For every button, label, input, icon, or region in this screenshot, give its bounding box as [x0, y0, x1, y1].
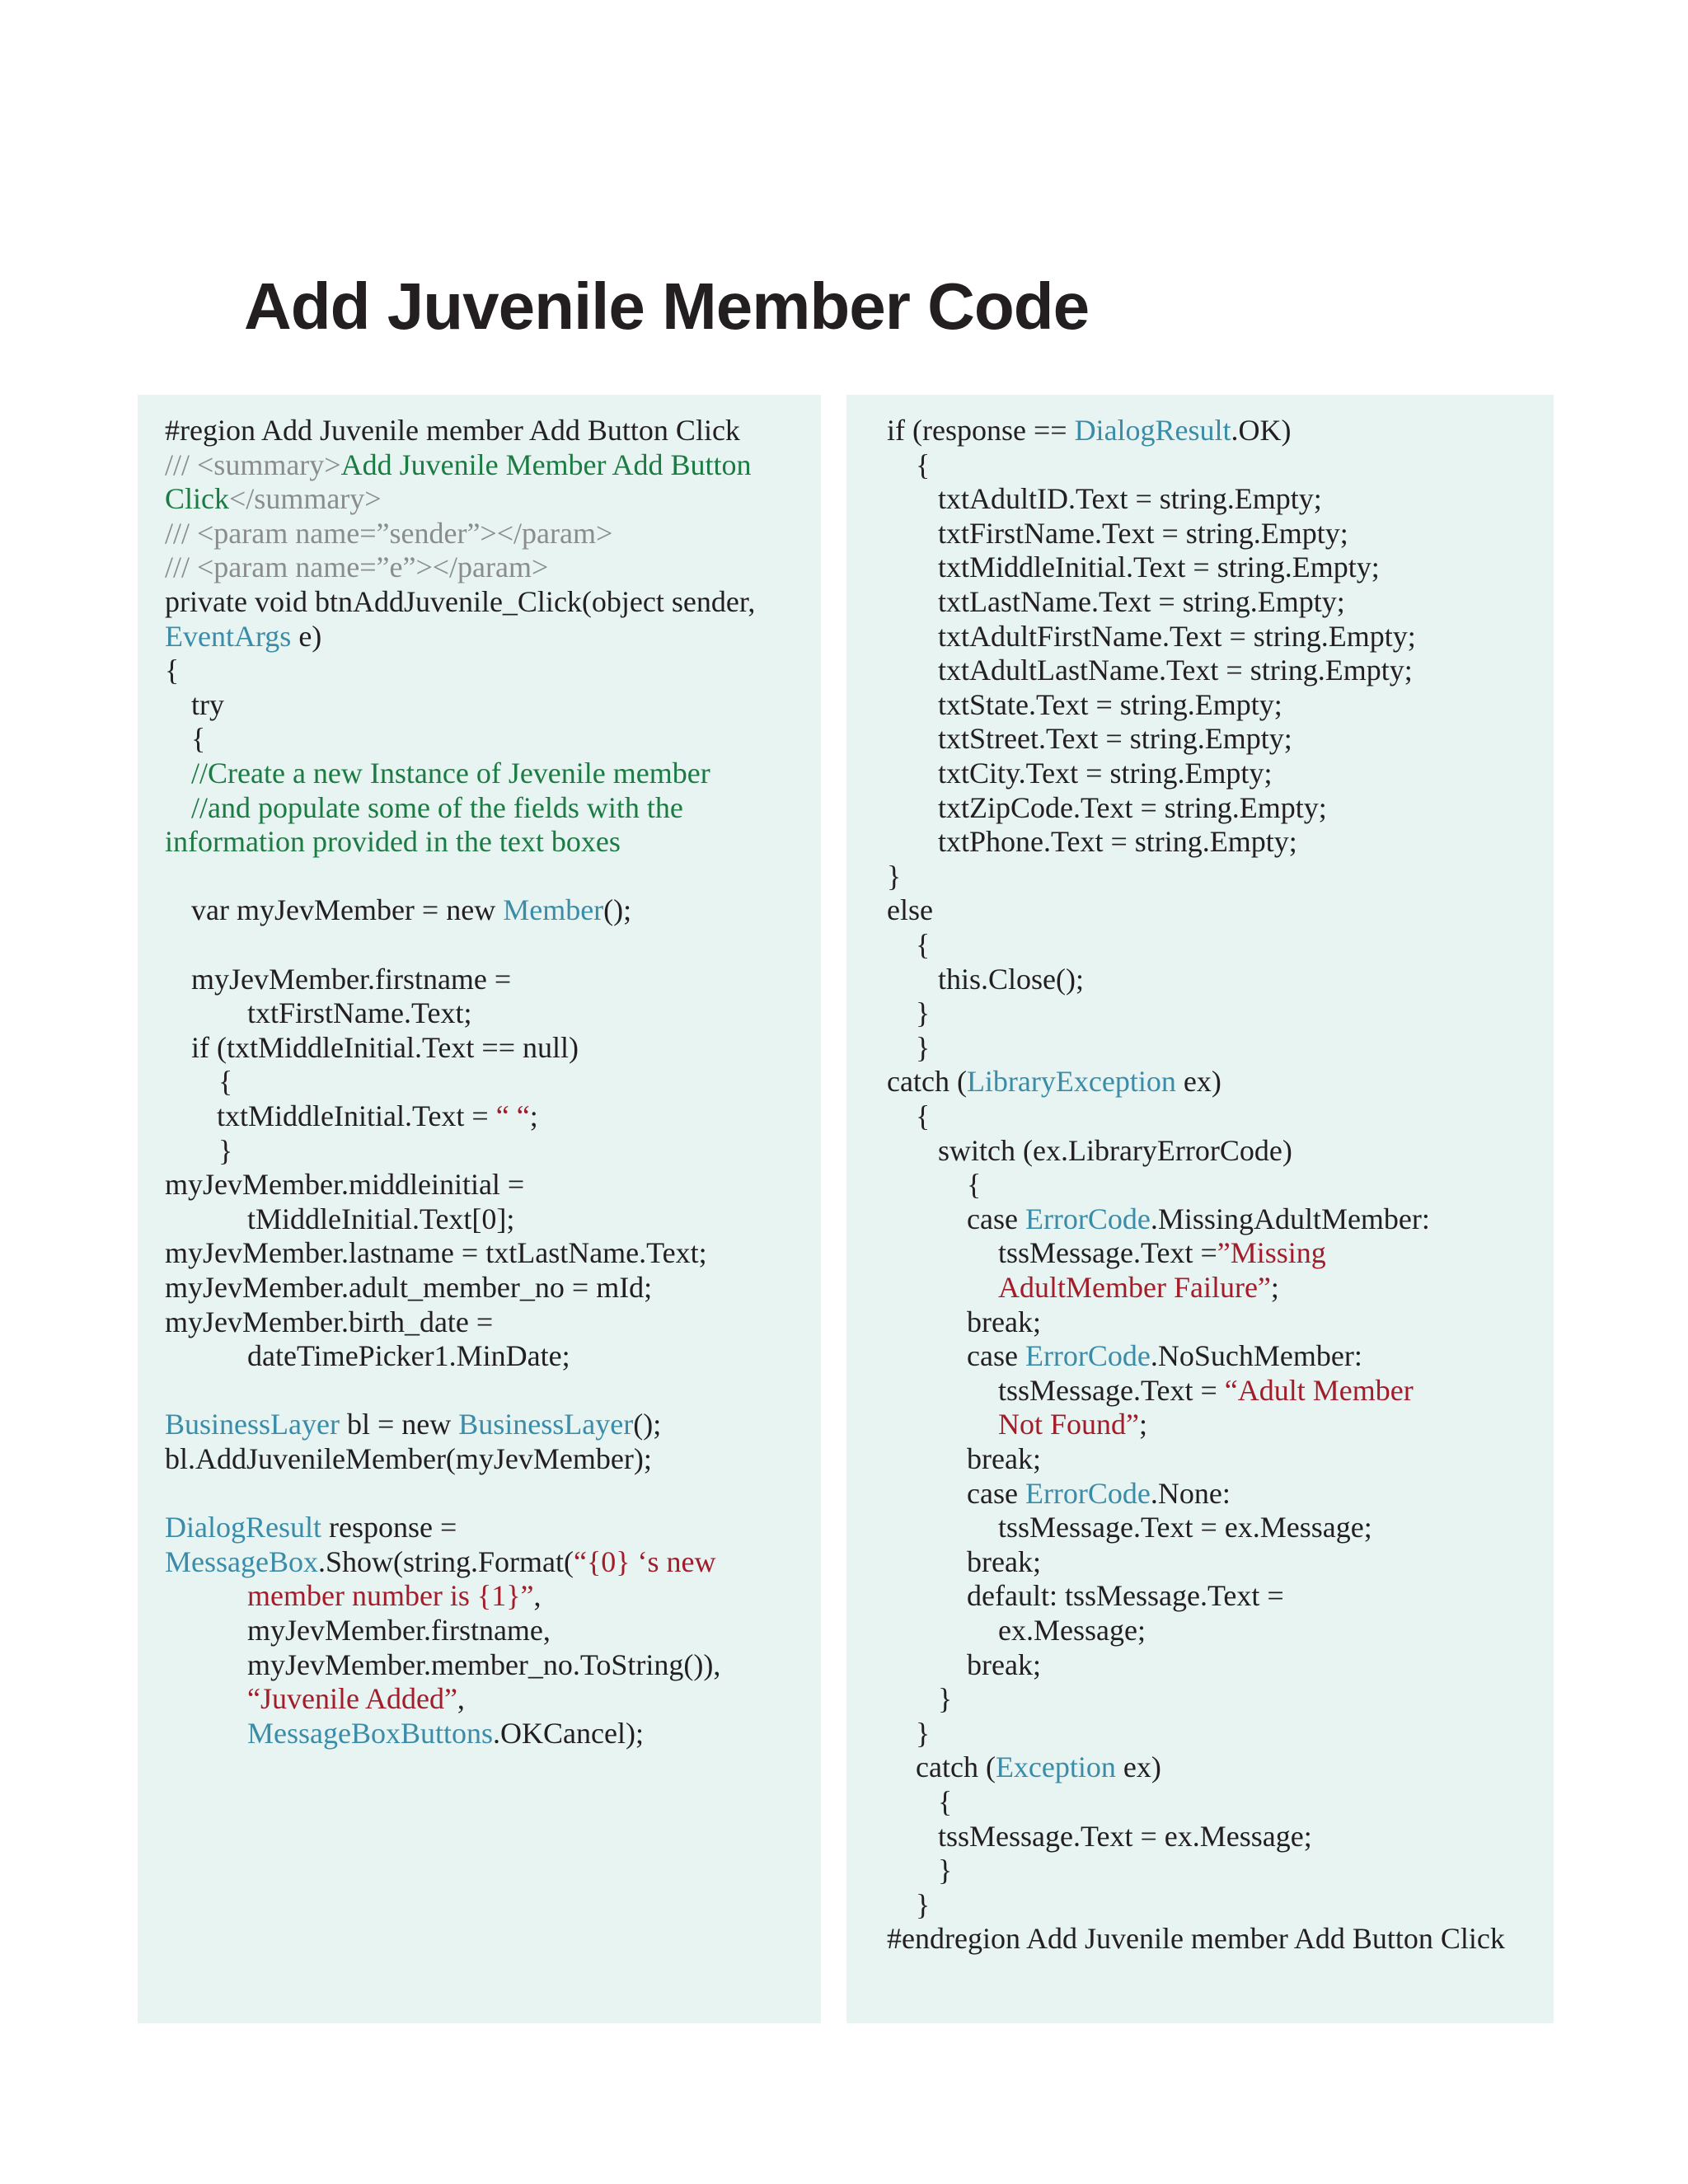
- right-code-line: [887, 1064, 1221, 1099]
- right-code-line: [938, 790, 1327, 825]
- code-token-plain: .OKCancel);: [493, 1717, 644, 1750]
- code-token-plain: txtFirstName.Text;: [247, 996, 472, 1029]
- code-token-plain: bl = new: [339, 1408, 459, 1441]
- code-token-plain: .OK): [1231, 414, 1292, 447]
- right-code-line: [967, 1544, 1041, 1579]
- code-token-plain: }: [916, 1031, 931, 1064]
- code-token-plain: tssMessage.Text = ex.Message;: [998, 1511, 1372, 1544]
- left-code-line: [165, 448, 752, 482]
- left-code-line: [165, 1441, 652, 1476]
- right-code-line: [938, 1133, 1292, 1168]
- code-token-string: “ “: [495, 1099, 530, 1132]
- left-code-line: [247, 1716, 644, 1750]
- code-token-comment: //Create a new Instance of Jevenile member: [191, 757, 710, 790]
- code-token-type: BusinessLayer: [458, 1408, 634, 1441]
- code-token-plain: myJevMember.member_no.ToString()),: [247, 1648, 721, 1681]
- code-token-plain: myJevMember.firstname =: [191, 963, 512, 996]
- right-code-line: [916, 1750, 1161, 1784]
- right-code-line: [916, 927, 930, 962]
- right-code-line: [967, 1202, 1430, 1236]
- code-token-plain: myJevMember.birth_date =: [165, 1305, 494, 1338]
- left-code-line: [247, 1647, 720, 1682]
- code-token-plain: else: [887, 893, 933, 926]
- code-token-plain: txtLastName.Text = string.Empty;: [938, 585, 1345, 618]
- code-token-doctag: </summary>: [229, 482, 382, 515]
- code-token-plain: default: tssMessage.Text =: [967, 1579, 1284, 1612]
- right-code-line: [938, 481, 1322, 516]
- right-code-line: [998, 1510, 1372, 1544]
- left-code-line: [191, 962, 511, 996]
- code-token-plain: txtAdultLastName.Text = string.Empty;: [938, 654, 1413, 687]
- code-token-plain: dateTimePicker1.MinDate;: [247, 1339, 570, 1372]
- code-token-plain: ();: [603, 893, 632, 926]
- left-code-line: [165, 516, 612, 551]
- left-code-line: [165, 1305, 493, 1339]
- code-token-plain: txtMiddleInitial.Text = string.Empty;: [938, 551, 1380, 583]
- right-code-line: [916, 448, 930, 482]
- right-code-line: [887, 893, 933, 927]
- left-code-line: [247, 996, 471, 1030]
- code-token-doctag: /// <param name=”e”></param>: [165, 551, 549, 583]
- code-token-string: “{0} ‘s new: [573, 1545, 716, 1578]
- code-token-plain: ,: [457, 1682, 465, 1715]
- code-token-plain: {: [967, 1168, 982, 1201]
- right-code-line: [938, 721, 1292, 756]
- left-code-line: [165, 550, 548, 584]
- code-token-plain: try: [191, 688, 224, 721]
- left-code-line: [165, 1510, 457, 1544]
- code-token-plain: {: [916, 448, 931, 481]
- code-token-plain: }: [218, 1134, 233, 1167]
- code-token-plain: private void btnAddJuvenile_Click(object sender,: [165, 585, 756, 618]
- code-panel-right: [846, 395, 1554, 2023]
- right-code-line: [998, 1613, 1146, 1647]
- code-token-plain: txtStreet.Text = string.Empty;: [938, 722, 1292, 755]
- left-code-line: [191, 893, 631, 927]
- left-code-line: [165, 584, 755, 619]
- code-token-plain: e): [291, 620, 322, 653]
- left-code-line: [165, 413, 740, 448]
- left-code-line: [165, 619, 321, 654]
- left-code-line: [165, 481, 382, 516]
- code-token-plain: ,: [533, 1579, 542, 1612]
- left-code-line: [191, 1030, 579, 1065]
- left-code-line: [247, 1202, 514, 1236]
- code-token-comment: Add Juvenile Member Add Button: [340, 448, 752, 481]
- code-token-plain: case: [967, 1477, 1025, 1510]
- code-token-plain: myJevMember.firstname,: [247, 1614, 551, 1647]
- code-token-plain: #region Add Juvenile member Add Button Click: [165, 414, 740, 447]
- code-token-plain: .None:: [1150, 1477, 1231, 1510]
- code-token-doctag: /// <summary>: [165, 448, 341, 481]
- code-token-plain: {: [218, 1065, 233, 1098]
- right-code-line: [967, 1338, 1362, 1373]
- right-code-line: [938, 653, 1413, 687]
- right-code-line: [916, 1716, 930, 1750]
- code-token-plain: .Show(string.Format(: [317, 1545, 574, 1578]
- code-token-plain: }: [938, 1682, 953, 1715]
- right-code-line: [916, 996, 930, 1030]
- left-code-line: [165, 1407, 661, 1441]
- left-code-line: [191, 721, 205, 756]
- code-token-plain: response =: [321, 1511, 457, 1544]
- code-token-type: Exception: [995, 1750, 1116, 1783]
- right-code-line: [998, 1270, 1279, 1305]
- code-token-plain: break;: [967, 1648, 1041, 1681]
- code-token-plain: }: [938, 1854, 953, 1886]
- code-token-string: AdultMember Failure”: [998, 1271, 1271, 1304]
- right-code-line: [916, 1099, 930, 1133]
- left-code-line: [217, 1099, 538, 1133]
- left-code-line: [191, 756, 710, 790]
- right-code-line: [967, 1647, 1041, 1682]
- code-token-comment: //and populate some of the fields with the: [191, 791, 683, 824]
- right-code-line: [916, 1887, 930, 1922]
- code-token-plain: case: [967, 1339, 1025, 1372]
- right-code-line: [887, 859, 901, 893]
- code-token-plain: txtCity.Text = string.Empty;: [938, 757, 1273, 790]
- code-token-plain: case: [967, 1202, 1025, 1235]
- code-token-string: Not Found”: [998, 1408, 1139, 1441]
- code-token-plain: ;: [1139, 1408, 1148, 1441]
- page-title: Add Juvenile Member Code: [244, 269, 1090, 343]
- code-token-doctag: /// <param name=”sender”></param>: [165, 517, 613, 550]
- right-code-line: [938, 516, 1348, 551]
- code-token-plain: catch (: [887, 1065, 967, 1098]
- code-token-string: ”Missing: [1217, 1236, 1326, 1269]
- code-token-plain: if (txtMiddleInitial.Text == null): [191, 1031, 579, 1064]
- code-token-plain: {: [916, 1099, 931, 1132]
- right-code-line: [938, 1819, 1312, 1854]
- code-token-type: ErrorCode: [1025, 1477, 1151, 1510]
- code-token-plain: txtMiddleInitial.Text =: [217, 1099, 496, 1132]
- left-code-line: [191, 790, 683, 825]
- code-token-plain: ex.Message;: [998, 1614, 1146, 1647]
- code-token-plain: txtAdultID.Text = string.Empty;: [938, 482, 1322, 515]
- left-code-line: [247, 1338, 570, 1373]
- right-code-line: [998, 1373, 1414, 1408]
- code-token-plain: this.Close();: [938, 963, 1084, 996]
- left-code-line: [218, 1133, 232, 1168]
- left-code-line: [247, 1681, 465, 1716]
- code-token-plain: txtAdultFirstName.Text = string.Empty;: [938, 620, 1416, 653]
- left-code-line: [247, 1613, 551, 1647]
- code-token-plain: myJevMember.middleinitial =: [165, 1168, 525, 1201]
- right-code-line: [938, 1681, 952, 1716]
- left-code-line: [247, 1578, 541, 1613]
- code-token-plain: ex): [1115, 1750, 1161, 1783]
- code-token-type: ErrorCode: [1025, 1339, 1151, 1372]
- left-code-line: [165, 1235, 707, 1270]
- code-token-plain: txtFirstName.Text = string.Empty;: [938, 517, 1348, 550]
- code-token-plain: ex): [1175, 1065, 1221, 1098]
- code-token-type: EventArgs: [165, 620, 292, 653]
- right-code-line: [967, 1476, 1231, 1511]
- right-code-line: [887, 1921, 1505, 1956]
- code-token-plain: }: [887, 860, 902, 893]
- code-token-string: “Adult Member: [1224, 1374, 1414, 1407]
- code-token-plain: if (response ==: [887, 414, 1075, 447]
- right-code-line: [938, 824, 1297, 859]
- code-token-plain: {: [191, 722, 206, 755]
- code-token-type: MessageBoxButtons: [247, 1717, 494, 1750]
- left-code-line: [165, 1544, 716, 1579]
- code-panel-left: [138, 395, 821, 2023]
- right-code-line: [938, 584, 1345, 619]
- code-token-string: member number is {1}”: [247, 1579, 534, 1612]
- code-token-plain: }: [916, 996, 931, 1029]
- code-token-plain: {: [165, 654, 180, 687]
- code-token-plain: break;: [967, 1442, 1041, 1475]
- code-token-plain: tssMessage.Text = ex.Message;: [938, 1820, 1312, 1853]
- code-token-plain: bl.AddJuvenileMember(myJevMember);: [165, 1442, 652, 1475]
- code-token-plain: myJevMember.adult_member_no = mId;: [165, 1271, 653, 1304]
- right-code-line: [938, 619, 1416, 654]
- right-code-line: [967, 1578, 1284, 1613]
- left-code-line: [165, 653, 179, 687]
- right-code-line: [938, 687, 1282, 722]
- code-token-plain: var myJevMember = new: [191, 893, 504, 926]
- right-code-line: [938, 550, 1380, 584]
- code-token-plain: break;: [967, 1545, 1041, 1578]
- right-code-line: [998, 1235, 1326, 1270]
- code-token-plain: ;: [1270, 1271, 1279, 1304]
- code-token-plain: txtState.Text = string.Empty;: [938, 688, 1282, 721]
- right-code-line: [938, 1784, 952, 1819]
- left-code-line: [165, 824, 621, 859]
- code-token-plain: }: [916, 1888, 931, 1921]
- code-token-type: ErrorCode: [1025, 1202, 1151, 1235]
- code-token-plain: .MissingAdultMember:: [1150, 1202, 1430, 1235]
- left-code-line: [165, 1270, 652, 1305]
- code-token-type: DialogResult: [165, 1511, 321, 1544]
- code-token-plain: ;: [529, 1099, 538, 1132]
- left-code-line: [191, 687, 224, 722]
- code-token-plain: catch (: [916, 1750, 996, 1783]
- left-code-line: [165, 1167, 524, 1202]
- code-token-plain: tMiddleInitial.Text[0];: [247, 1202, 515, 1235]
- code-token-type: MessageBox: [165, 1545, 318, 1578]
- code-token-plain: myJevMember.lastname = txtLastName.Text;: [165, 1236, 707, 1269]
- right-code-line: [887, 413, 1292, 448]
- right-code-line: [938, 756, 1272, 790]
- code-token-type: LibraryException: [966, 1065, 1176, 1098]
- right-code-line: [938, 962, 1084, 996]
- code-token-type: DialogResult: [1074, 414, 1231, 447]
- code-token-comment: information provided in the text boxes: [165, 825, 621, 858]
- code-token-plain: tssMessage.Text =: [998, 1374, 1225, 1407]
- code-token-plain: #endregion Add Juvenile member Add Button Click: [887, 1922, 1505, 1955]
- code-token-plain: break;: [967, 1305, 1041, 1338]
- right-code-line: [916, 1030, 930, 1065]
- code-token-string: “Juvenile Added”: [247, 1682, 457, 1715]
- code-token-plain: tssMessage.Text =: [998, 1236, 1217, 1269]
- code-token-type: Member: [503, 893, 604, 926]
- code-token-plain: }: [916, 1717, 931, 1750]
- right-code-line: [938, 1853, 952, 1887]
- code-token-plain: {: [916, 928, 931, 961]
- right-code-line: [998, 1407, 1147, 1441]
- code-token-plain: .NoSuchMember:: [1150, 1339, 1362, 1372]
- right-code-line: [967, 1441, 1041, 1476]
- code-token-plain: ();: [633, 1408, 662, 1441]
- left-code-line: [218, 1064, 232, 1099]
- code-token-plain: {: [938, 1785, 953, 1818]
- code-token-plain: switch (ex.LibraryErrorCode): [938, 1134, 1292, 1167]
- right-code-line: [967, 1305, 1041, 1339]
- code-token-plain: txtZipCode.Text = string.Empty;: [938, 791, 1327, 824]
- code-token-plain: txtPhone.Text = string.Empty;: [938, 825, 1297, 858]
- right-code-line: [967, 1167, 981, 1202]
- code-token-comment: Click: [165, 482, 229, 515]
- code-token-type: BusinessLayer: [165, 1408, 340, 1441]
